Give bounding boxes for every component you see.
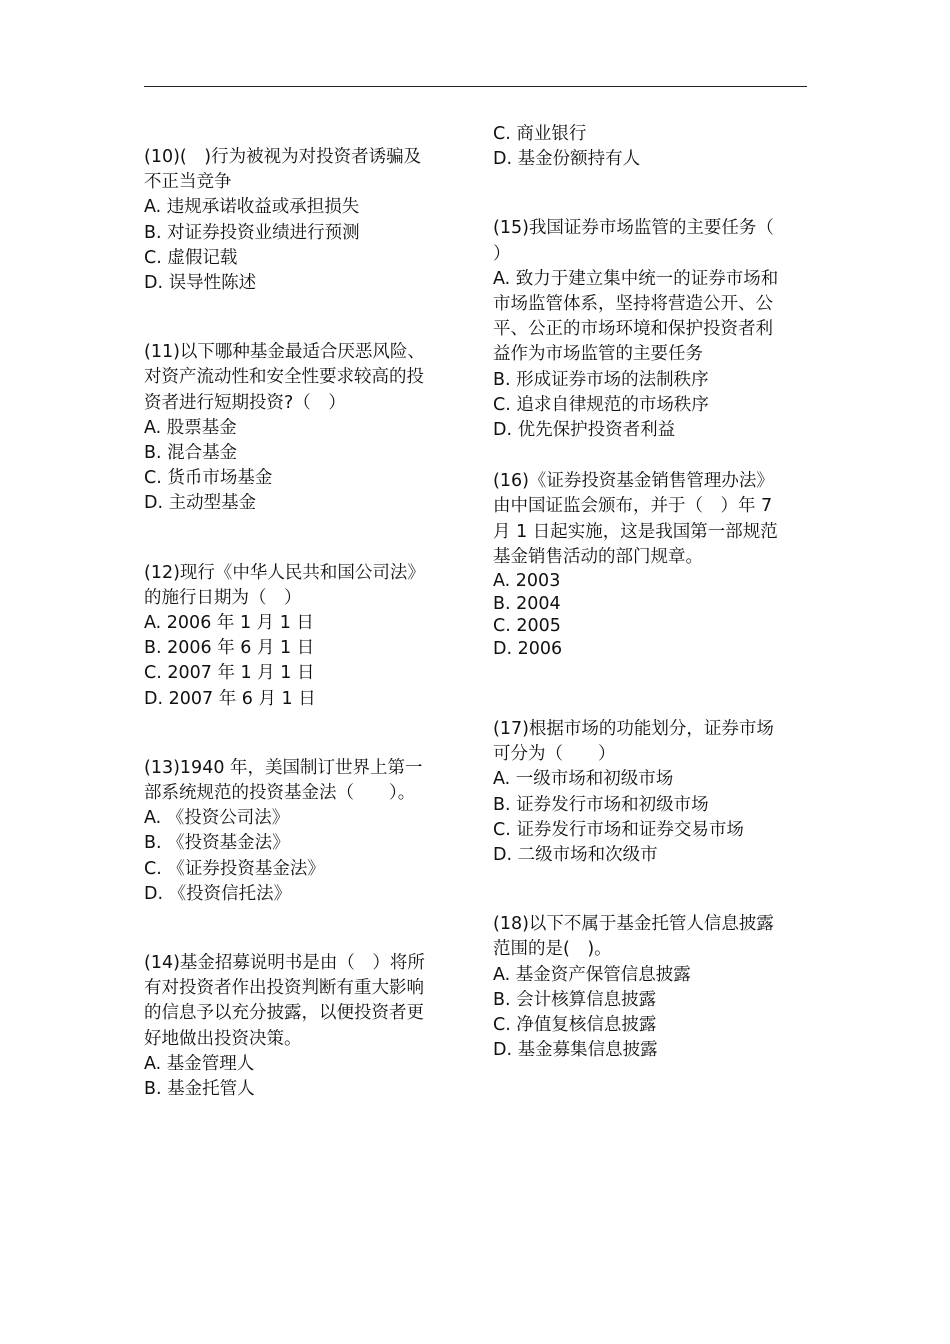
q10-option-a: A. 违规承诺收益或承担损失: [144, 197, 360, 218]
q12-option-c: C. 2007 年 1 月 1 日: [144, 663, 315, 684]
spacer: [493, 172, 807, 216]
q13-option-d: D. 《投资信托法》: [144, 883, 292, 904]
q15-option-c: C. 追求自律规范的市场秩序: [493, 394, 709, 415]
q18-option-a: A. 基金资产保管信息披露: [493, 964, 691, 985]
q16-option-a: A. 2003: [493, 571, 561, 592]
q10-option-b: B. 对证券投资业绩进行预测: [144, 222, 360, 243]
q17-option-b: B. 证券发行市场和初级市场: [493, 794, 709, 815]
spacer: [144, 712, 458, 756]
q15-option-d: D. 优先保护投资者利益: [493, 420, 676, 441]
q11-option-d: D. 主动型基金: [144, 493, 257, 514]
q10-stem: (10)( )行为被视为对投资者诱骗及: [144, 147, 422, 167]
q18-option-d: D. 基金募集信息披露: [493, 1040, 658, 1061]
q11-option-a: A. 股票基金: [144, 417, 237, 438]
q13-option-b: B. 《投资基金法》: [144, 833, 290, 854]
q13-option-a: A. 《投资公司法》: [144, 808, 290, 829]
q10-stem: 不正当竞争: [144, 172, 232, 193]
q12-option-b: B. 2006 年 6 月 1 日: [144, 638, 315, 659]
spacer: [493, 443, 807, 469]
q14-stem: (14)基金招募说明书是由（ ）将所: [144, 953, 425, 974]
q17-option-d: D. 二级市场和次级市: [493, 845, 658, 866]
q16-option-c: C. 2005: [493, 616, 561, 637]
spacer: [493, 660, 807, 717]
q16-option-d: D. 2006: [493, 638, 563, 659]
q11-option-c: C. 货币市场基金: [144, 468, 273, 489]
left-column: [144, 145, 458, 1102]
q15-option-a: 市场监管体系，坚持将营造公开、公: [493, 294, 773, 315]
q16-stem: 月 1 日起实施，这是我国第一部规范: [493, 521, 778, 542]
q15-stem: (15)我国证券市场监管的主要任务（: [493, 218, 774, 239]
q12-option-a: A. 2006 年 1 月 1 日: [144, 613, 314, 634]
q15-option-a: 平、公正的市场环境和保护投资者利: [493, 319, 773, 340]
q12-stem: (12)现行《中华人民共和国公司法》: [144, 562, 425, 583]
q14-option-a: A. 基金管理人: [144, 1053, 255, 1074]
q16-stem: 由中国证监会颁布，并于（ ）年 7: [493, 496, 773, 517]
q15-option-b: B. 形成证券市场的法制秩序: [493, 369, 709, 390]
right-column: [493, 122, 807, 1063]
q17-stem: 可分为（ ）: [493, 744, 616, 765]
q13-option-c: C. 《证券投资基金法》: [144, 858, 325, 879]
q18-stem: 范围的是( )。: [493, 939, 612, 960]
q13-stem: 部系统规范的投资基金法（ ）。: [144, 783, 416, 804]
q15-option-a: 益作为市场监管的主要任务: [493, 344, 703, 365]
q12-option-d: D. 2007 年 6 月 1 日: [144, 688, 316, 709]
q18-option-b: B. 会计核算信息披露: [493, 989, 657, 1010]
q14-option-c: C. 商业银行: [493, 124, 587, 144]
q11-stem: 资者进行短期投资?（ ）: [144, 392, 346, 413]
q14-option-d: D. 基金份额持有人: [493, 149, 641, 170]
spacer: [144, 296, 458, 340]
q11-stem: 对资产流动性和安全性要求较高的投: [144, 367, 424, 388]
q10-option-d: D. 误导性陈述: [144, 273, 257, 294]
q14-option-b: B. 基金托管人: [144, 1079, 255, 1100]
header-rule: [144, 86, 807, 87]
q17-option-c: C. 证券发行市场和证券交易市场: [493, 819, 744, 840]
q18-stem: (18)以下不属于基金托管人信息披露: [493, 914, 774, 935]
q16-stem: (16)《证券投资基金销售管理办法》: [493, 471, 774, 492]
q10-option-c: C. 虚假记载: [144, 247, 238, 268]
q11-stem: (11)以下哪种基金最适合厌恶风险、: [144, 342, 425, 363]
spacer: [144, 517, 458, 561]
q13-stem: (13)1940 年，美国制订世界上第一: [144, 757, 423, 778]
q14-stem: 好地做出投资决策。: [144, 1028, 302, 1049]
q18-option-c: C. 净值复核信息披露: [493, 1015, 657, 1036]
spacer: [493, 868, 807, 912]
q14-stem: 有对投资者作出投资判断有重大影响: [144, 978, 424, 999]
q17-option-a: A. 一级市场和初级市场: [493, 769, 674, 790]
q15-stem: ）: [493, 243, 511, 264]
q16-option-b: B. 2004: [493, 593, 561, 614]
q17-stem: (17)根据市场的功能划分，证券市场: [493, 719, 774, 740]
q12-stem: 的施行日期为（ ）: [144, 587, 302, 608]
q16-stem: 基金销售活动的部门规章。: [493, 546, 703, 567]
q14-stem: 的信息予以充分披露，以便投资者更: [144, 1003, 424, 1024]
q11-option-b: B. 混合基金: [144, 443, 238, 464]
q15-option-a: A. 致力于建立集中统一的证券市场和: [493, 268, 779, 289]
spacer: [144, 907, 458, 951]
